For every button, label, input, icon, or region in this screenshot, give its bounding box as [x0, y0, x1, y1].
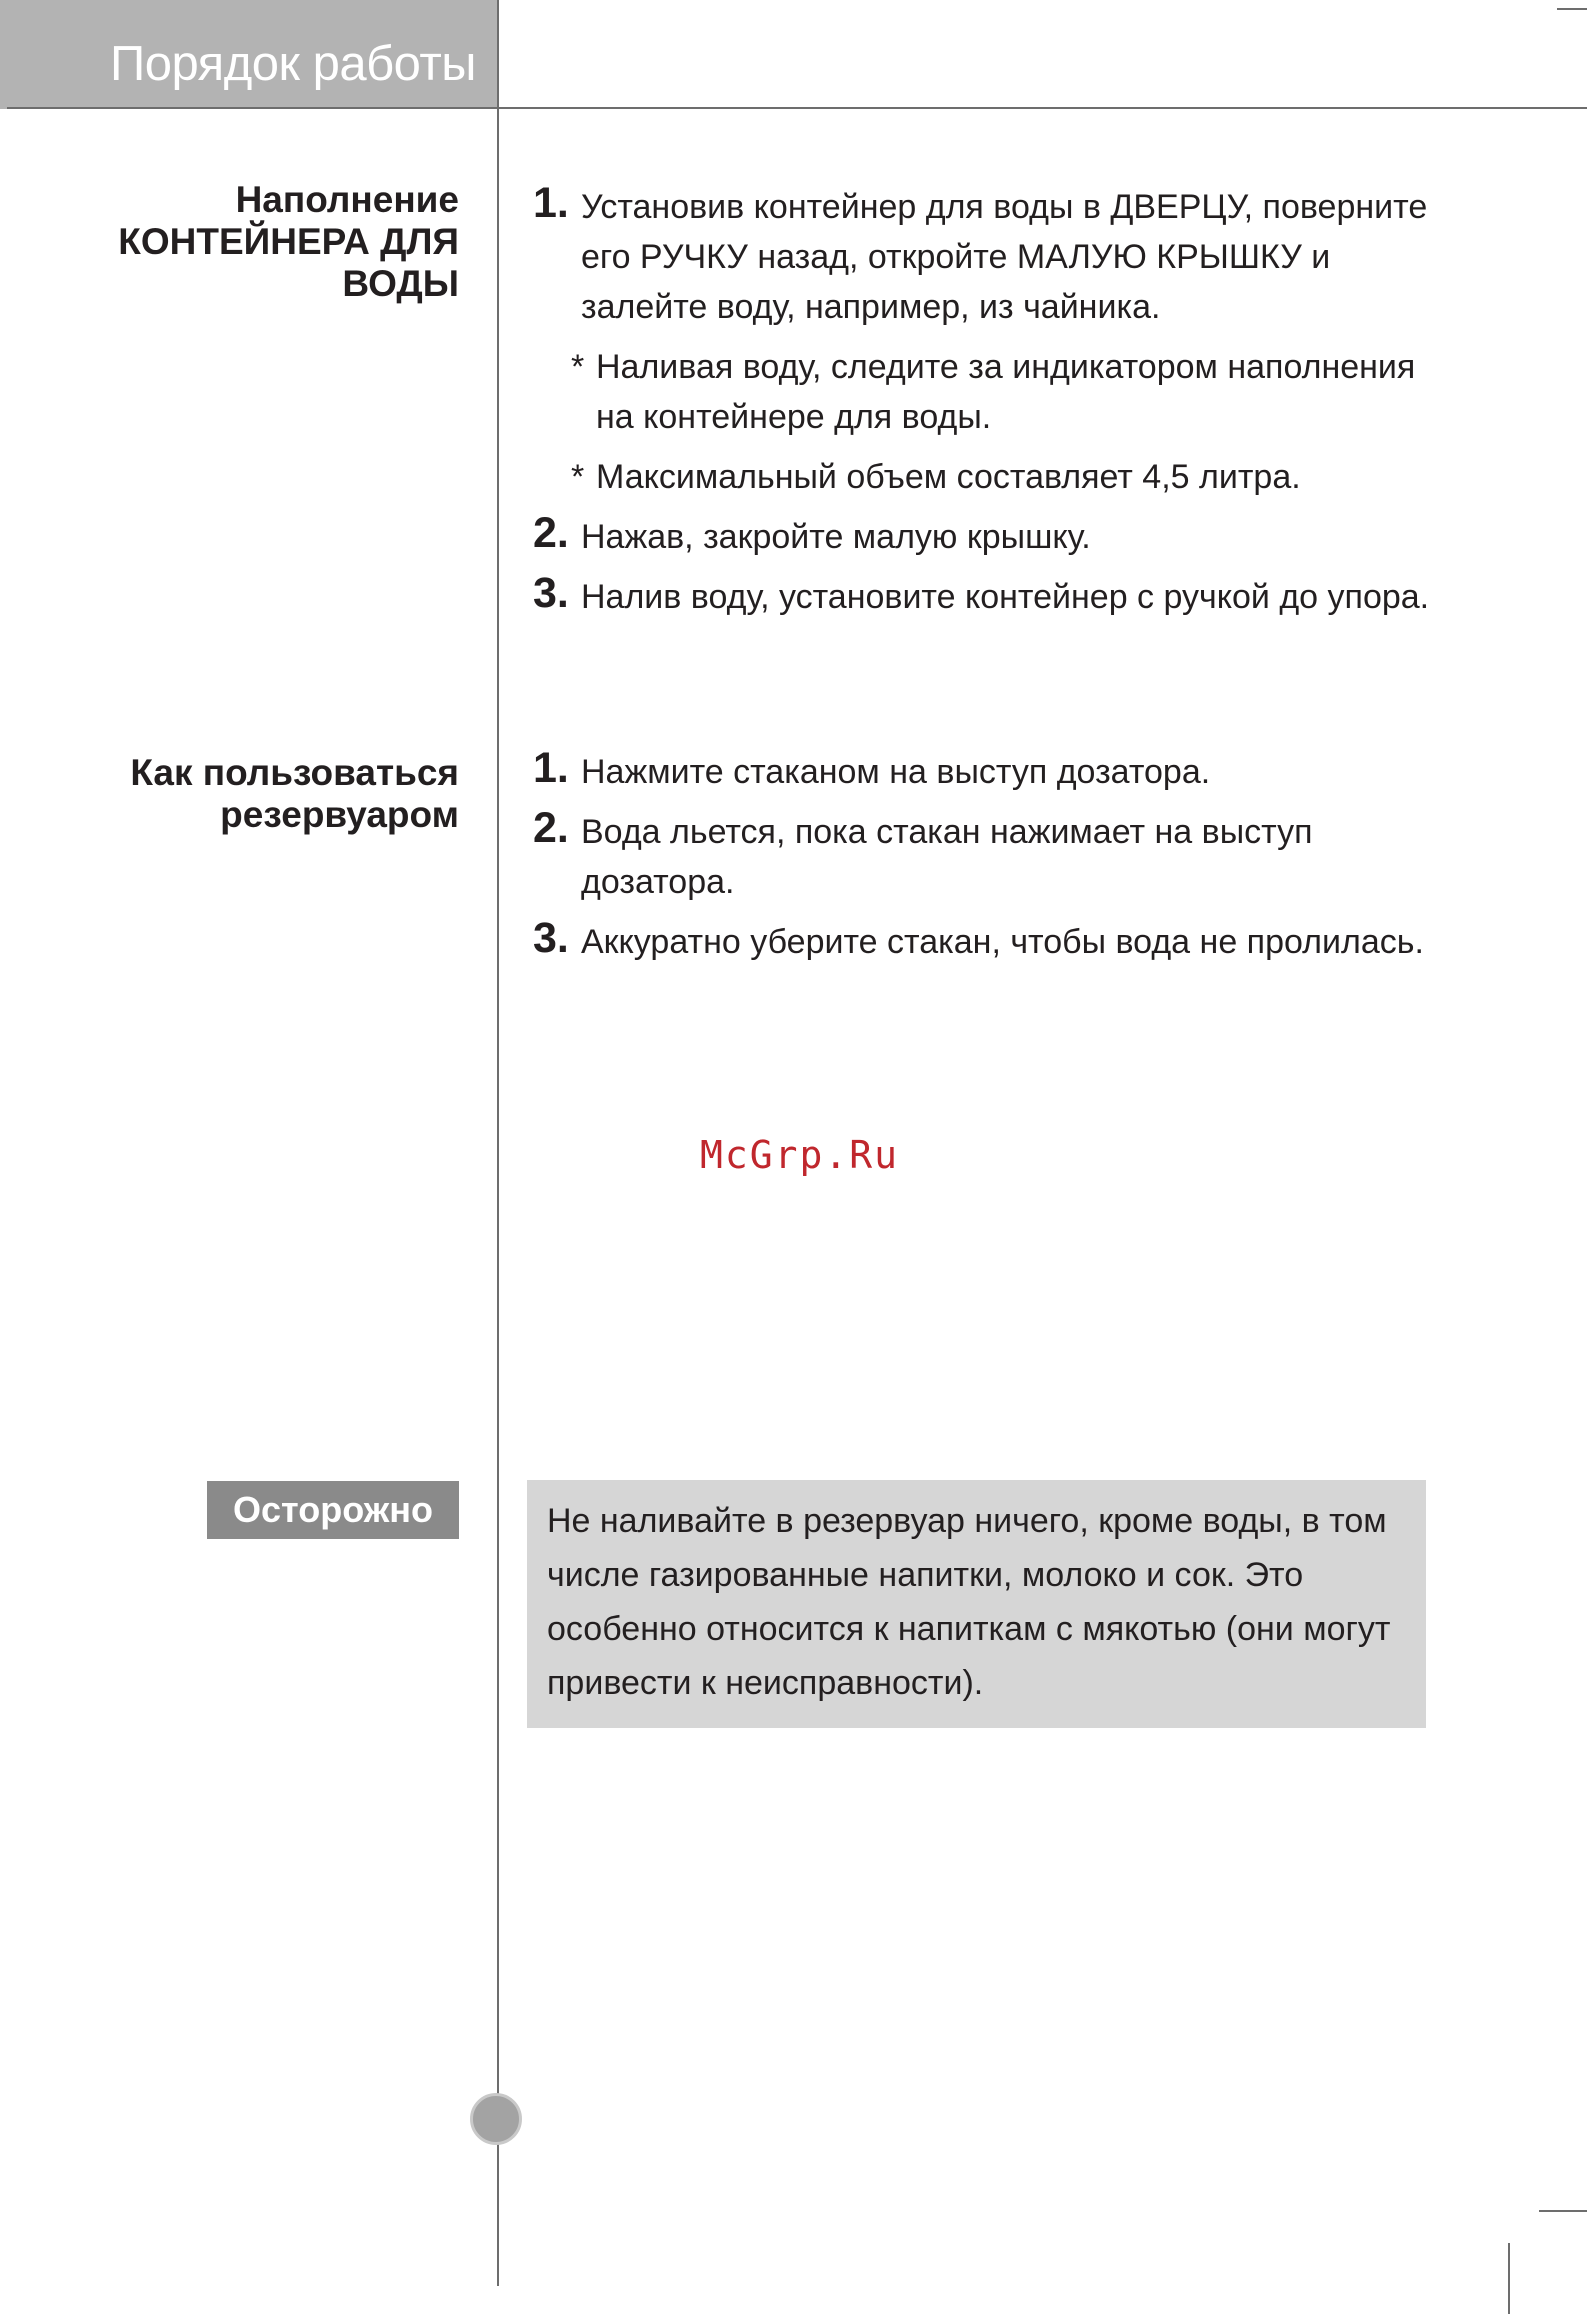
step-item — [530, 914, 1450, 967]
watermark: McGrp.Ru — [700, 1133, 900, 1177]
note-asterisk: * — [571, 348, 585, 386]
caution-box — [527, 1480, 1426, 1728]
step-number: 2. — [533, 509, 569, 557]
step-item — [530, 804, 1450, 907]
heading-line: ВОДЫ — [342, 263, 459, 304]
note-text: Максимальный объем составляет 4,5 литра. — [596, 458, 1301, 496]
step-number: 3. — [533, 569, 569, 617]
step-text: Нажав, закройте малую крышку. — [581, 518, 1091, 556]
heading-line: КОНТЕЙНЕРА ДЛЯ — [118, 221, 459, 262]
step-item — [530, 509, 1450, 562]
note-item — [530, 342, 1450, 442]
heading-line: резервуаром — [220, 794, 459, 835]
step-text: Налив воду, установите контейнер с ручкой до упора. — [581, 578, 1430, 616]
heading-line: Как пользоваться — [130, 752, 459, 793]
section-heading-fill — [118, 179, 459, 305]
page-title: Порядок работы — [110, 37, 477, 91]
step-item — [530, 179, 1450, 332]
crop-mark-bottom — [1539, 2210, 1587, 2212]
step-text: Нажмите стаканом на выступ дозатора. — [581, 753, 1211, 791]
header-divider — [7, 107, 1587, 109]
note-text: Наливая воду, следите за индикатором наполнения на контейнере для воды. — [596, 348, 1416, 436]
step-item — [530, 744, 1450, 797]
caution-label: Осторожно — [207, 1481, 459, 1539]
step-item — [530, 569, 1450, 622]
step-text: Аккуратно уберите стакан, чтобы вода не пролилась. — [581, 923, 1424, 961]
heading-line: Наполнение — [235, 179, 459, 220]
column-divider — [497, 0, 499, 2286]
section-heading-use — [130, 752, 459, 836]
note-asterisk: * — [571, 458, 585, 496]
step-number: 3. — [533, 914, 569, 962]
steps-use — [530, 744, 1450, 977]
note-item — [530, 452, 1450, 502]
step-text: Установив контейнер для воды в ДВЕРЦУ, поверните его РУЧКУ назад, откройте МАЛУЮ КРЫШКУ и залейте воду, например, из чайника. — [581, 188, 1428, 326]
step-number: 1. — [533, 744, 569, 792]
crop-mark-vertical — [1508, 2243, 1510, 2314]
page-marker-dot — [470, 2093, 522, 2145]
steps-fill — [530, 179, 1450, 632]
step-text: Вода льется, пока стакан нажимает на выступ дозатора. — [581, 813, 1313, 901]
caution-text: Не наливайте в резервуар ничего, кроме воды, в том числе газированные напитки, молоко и сок. Это особенно относится к напиткам с мякотью (они могут привести к неисправности). — [547, 1502, 1391, 1702]
step-number: 2. — [533, 804, 569, 852]
step-number: 1. — [533, 179, 569, 227]
crop-mark-top — [1557, 8, 1587, 10]
